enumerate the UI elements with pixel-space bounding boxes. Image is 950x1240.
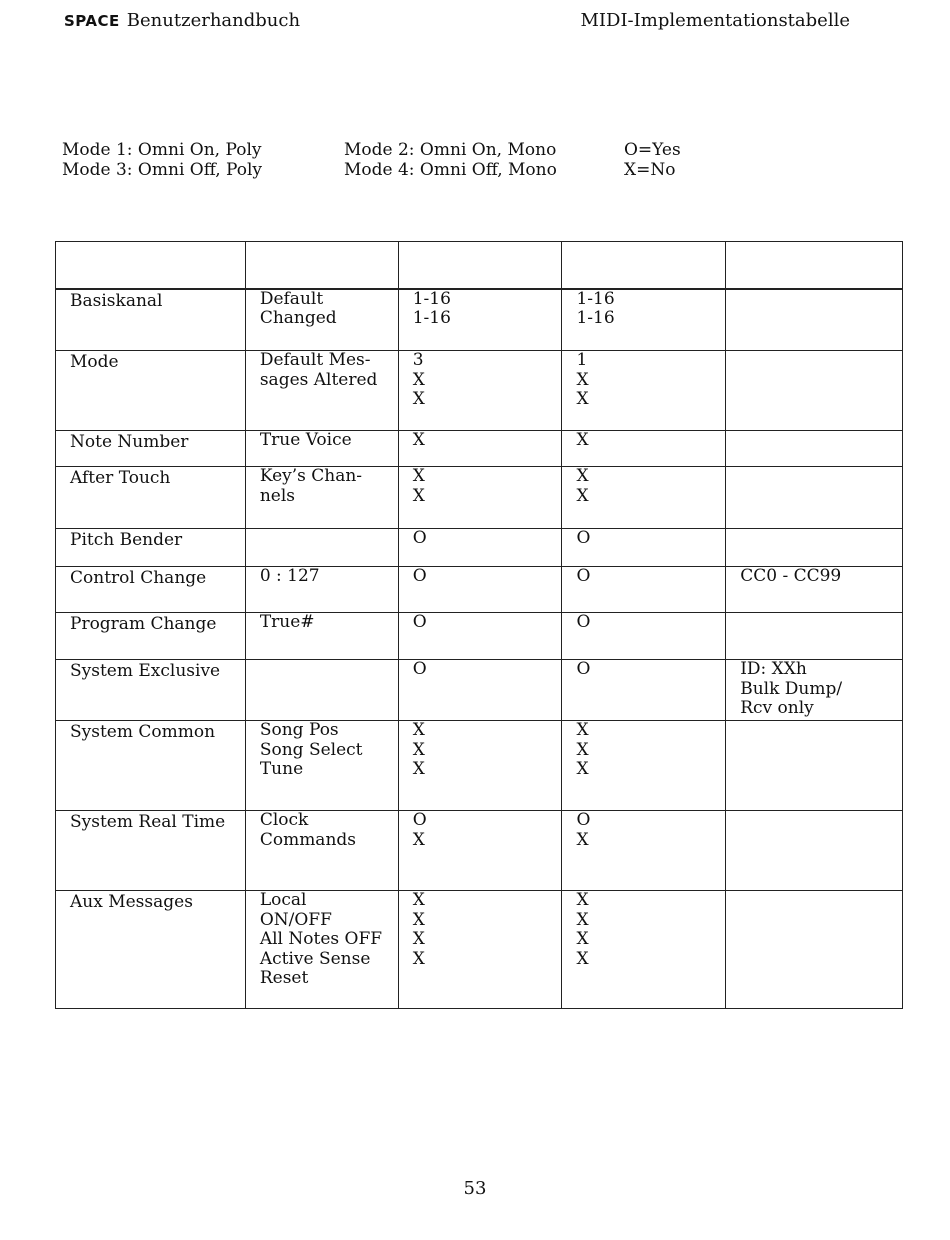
table-row <box>56 721 903 811</box>
function-cell <box>56 289 246 351</box>
function-cell <box>56 529 246 567</box>
detail-cell <box>245 351 398 431</box>
remarks-line: Bulk Dump/ <box>740 678 843 699</box>
function-label: Pitch Bender <box>70 530 183 550</box>
transmitted-line: X <box>412 485 425 506</box>
transmitted-cell <box>398 351 562 431</box>
recognized-line: X <box>576 739 589 760</box>
detail-line: Key’s Chan- <box>259 466 363 486</box>
mode-legend-row <box>62 140 762 160</box>
function-cell <box>56 721 246 811</box>
transmitted-line: X <box>412 430 425 450</box>
page-number: 53 <box>463 1178 487 1199</box>
function-cell <box>56 613 246 660</box>
transmitted-cell <box>398 431 562 467</box>
table-row <box>56 289 903 351</box>
table-row <box>56 529 903 567</box>
function-label: After Touch <box>70 468 171 488</box>
recognized-line: X <box>576 829 589 850</box>
recognized-line: O <box>576 659 591 679</box>
transmitted-line: X <box>412 369 425 390</box>
transmitted-line: O <box>412 566 427 586</box>
recognized-line: X <box>576 948 589 969</box>
recognized-line: O <box>576 528 591 548</box>
recognized-line: X <box>576 720 589 740</box>
detail-cell <box>245 613 398 660</box>
yes-legend: O=Yes <box>624 140 681 160</box>
transmitted-line: X <box>412 389 425 409</box>
transmitted-cell <box>398 567 562 613</box>
table-row <box>56 891 903 1009</box>
detail-line: Default <box>259 288 324 309</box>
header-cell-transmitted <box>398 242 562 289</box>
page-header-left <box>64 10 300 31</box>
recognized-cell <box>562 567 726 613</box>
function-label: Note Number <box>70 432 189 452</box>
transmitted-line: X <box>412 466 425 486</box>
header-cell-function <box>56 242 246 289</box>
remarks-cell <box>726 811 903 891</box>
transmitted-line: X <box>412 929 425 949</box>
function-label: System Common <box>70 722 216 742</box>
transmitted-line: X <box>412 890 425 910</box>
function-cell <box>56 431 246 467</box>
remarks-cell <box>726 891 903 1009</box>
detail-cell <box>245 431 398 467</box>
table-row <box>56 467 903 529</box>
transmitted-line: O <box>412 528 427 548</box>
function-cell <box>56 660 246 721</box>
detail-line: Song Pos <box>259 720 339 740</box>
transmitted-cell <box>398 613 562 660</box>
transmitted-line: X <box>412 759 425 779</box>
header-cell-detail <box>245 242 398 289</box>
transmitted-cell <box>398 891 562 1009</box>
transmitted-line: X <box>412 909 425 930</box>
recognized-line: X <box>576 929 589 949</box>
mode-2-text: Mode 2: Omni On, Mono <box>344 140 557 160</box>
table-row <box>56 613 903 660</box>
transmitted-line: O <box>412 810 427 830</box>
detail-cell <box>245 891 398 1009</box>
recognized-line: X <box>576 890 589 910</box>
function-label: Basiskanal <box>70 290 163 311</box>
recognized-line: 1-16 <box>576 308 615 328</box>
recognized-cell <box>562 467 726 529</box>
detail-line: Local <box>259 890 307 910</box>
transmitted-line: 1-16 <box>412 288 451 309</box>
remarks-cell <box>726 613 903 660</box>
detail-cell <box>245 467 398 529</box>
transmitted-cell <box>398 660 562 721</box>
recognized-cell <box>562 660 726 721</box>
table-row <box>56 431 903 467</box>
header-cell-recognized <box>562 242 726 289</box>
function-cell <box>56 811 246 891</box>
remarks-cell <box>726 431 903 467</box>
recognized-line: O <box>576 612 591 632</box>
section-title: MIDI-Implementationstabelle <box>580 10 850 31</box>
remarks-line: ID: XXh <box>740 659 807 679</box>
function-label: System Exclusive <box>70 661 221 681</box>
transmitted-line: X <box>412 720 425 740</box>
detail-line: Clock <box>259 810 309 830</box>
recognized-line: 1-16 <box>576 288 615 309</box>
detail-cell <box>245 660 398 721</box>
transmitted-line: X <box>412 948 425 969</box>
function-label: Aux Messages <box>70 892 193 912</box>
detail-line: ON/OFF <box>259 909 332 930</box>
table-row <box>56 567 903 613</box>
transmitted-line: X <box>412 829 425 850</box>
recognized-cell <box>562 431 726 467</box>
mode-3-text: Mode 3: Omni Off, Poly <box>62 160 263 180</box>
recognized-cell <box>562 289 726 351</box>
table-row <box>56 351 903 431</box>
space-logo: SPACE <box>64 12 120 30</box>
transmitted-cell <box>398 289 562 351</box>
recognized-cell <box>562 891 726 1009</box>
transmitted-line: X <box>412 739 425 760</box>
detail-line: 0 : 127 <box>259 566 320 586</box>
recognized-line: X <box>576 909 589 930</box>
recognized-cell <box>562 613 726 660</box>
detail-line: Tune <box>259 759 304 779</box>
function-cell <box>56 891 246 1009</box>
function-label: Control Change <box>70 568 207 588</box>
transmitted-line: 3 <box>412 350 424 370</box>
recognized-line: X <box>576 369 589 390</box>
header-cell-remarks <box>726 242 903 289</box>
midi-implementation-table <box>55 241 903 1009</box>
function-label: System Real Time <box>70 812 226 832</box>
recognized-cell <box>562 529 726 567</box>
transmitted-line: O <box>412 659 427 679</box>
detail-cell <box>245 811 398 891</box>
recognized-line: X <box>576 466 589 486</box>
function-cell <box>56 351 246 431</box>
transmitted-line: 1-16 <box>412 308 451 328</box>
table-row <box>56 660 903 721</box>
remarks-cell <box>726 567 903 613</box>
mode-legend <box>62 140 762 180</box>
mode-1-text: Mode 1: Omni On, Poly <box>62 140 262 160</box>
recognized-line: X <box>576 389 589 409</box>
function-cell <box>56 467 246 529</box>
detail-line: Default Mes- <box>259 350 371 370</box>
detail-line: Commands <box>259 829 357 850</box>
transmitted-cell <box>398 721 562 811</box>
recognized-line: 1 <box>576 350 588 370</box>
detail-line: nels <box>259 485 295 506</box>
detail-cell <box>245 289 398 351</box>
recognized-line: X <box>576 759 589 779</box>
manual-title: Benutzerhandbuch <box>126 10 301 31</box>
detail-line: Active Sense <box>259 948 371 969</box>
recognized-cell <box>562 811 726 891</box>
transmitted-cell <box>398 811 562 891</box>
detail-cell <box>245 567 398 613</box>
recognized-cell <box>562 721 726 811</box>
function-label: Mode <box>70 352 119 372</box>
detail-line: sages Altered <box>259 369 378 390</box>
table-header-row <box>56 242 903 289</box>
transmitted-line: O <box>412 612 427 632</box>
detail-line: Changed <box>259 308 337 328</box>
function-cell <box>56 567 246 613</box>
recognized-line: X <box>576 485 589 506</box>
recognized-line: O <box>576 566 591 586</box>
remarks-line: CC0 - CC99 <box>740 566 842 586</box>
transmitted-cell <box>398 529 562 567</box>
mode-legend-row <box>62 160 762 180</box>
remarks-cell <box>726 467 903 529</box>
recognized-cell <box>562 351 726 431</box>
detail-line: Reset <box>259 968 309 988</box>
remarks-cell <box>726 289 903 351</box>
function-label: Program Change <box>70 614 217 634</box>
remarks-cell <box>726 529 903 567</box>
recognized-line: O <box>576 810 591 830</box>
transmitted-cell <box>398 467 562 529</box>
recognized-line: X <box>576 430 589 450</box>
detail-line: All Notes OFF <box>259 929 383 949</box>
detail-cell <box>245 721 398 811</box>
detail-cell <box>245 529 398 567</box>
detail-line: Song Select <box>259 739 363 760</box>
remarks-cell <box>726 351 903 431</box>
remarks-cell <box>726 660 903 721</box>
detail-line: True Voice <box>259 430 352 450</box>
remarks-line: Rcv only <box>740 698 814 718</box>
detail-line: True# <box>259 612 315 632</box>
remarks-cell <box>726 721 903 811</box>
mode-4-text: Mode 4: Omni Off, Mono <box>344 160 557 180</box>
table-row <box>56 811 903 891</box>
no-legend: X=No <box>624 160 676 180</box>
